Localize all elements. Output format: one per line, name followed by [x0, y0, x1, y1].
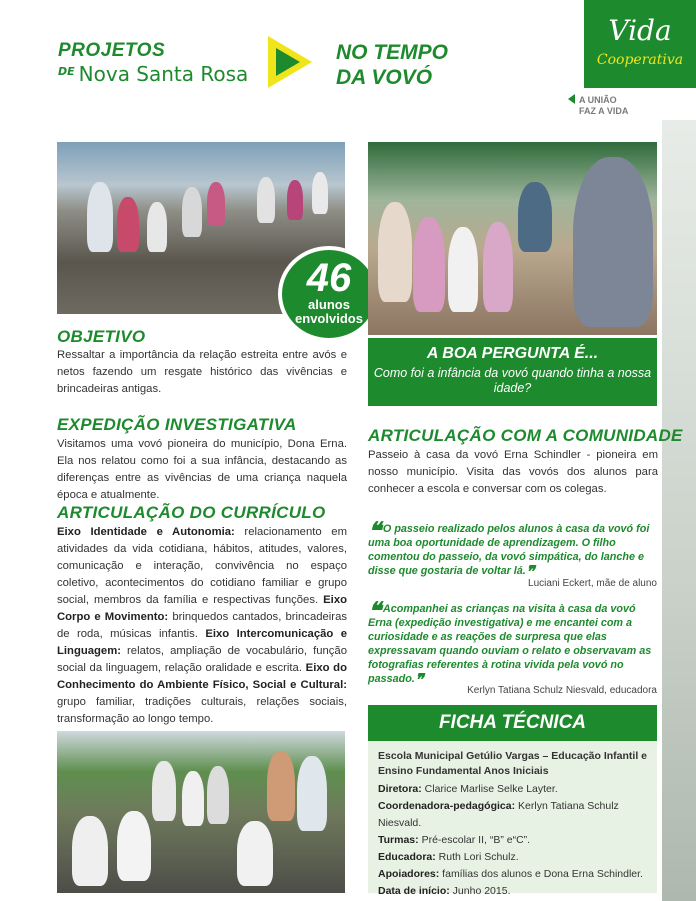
ficha-row: [378, 832, 647, 849]
eixo-label: Eixo do Conhecimento do Ambiente Físico, Social e Cultural:: [57, 662, 347, 691]
ficha-tecnica-heading: FICHA TÉCNICA: [368, 705, 657, 741]
ficha-school: Escola Municipal Getúlio Vargas – Educação Infantil e Ensino Fundamental Anos Iniciais: [378, 750, 647, 777]
eixo-text: relatos, ampliação de vocabulário, função social da linguagem, relação oralidade e escrita.: [57, 645, 347, 674]
boa-pergunta-box: [368, 338, 657, 406]
ficha-row: [378, 866, 647, 883]
open-quote-icon: ❝: [368, 516, 381, 545]
comunidade-heading: ARTICULAÇÃO COM A COMUNIDADE: [368, 426, 683, 445]
expedicao-text: Visitamos uma vovó pioneira do município, Dona Erna. Ela nos relatou como foi a sua infância, destacando as diferenças entre as vivências de uma criança naquela época e atualmente.: [57, 438, 347, 501]
vida-cooperativa-logo: [584, 0, 696, 88]
photo-group-children: [57, 731, 345, 893]
slogan-triangle-icon: [568, 94, 575, 104]
quote-2-author: Kerlyn Tatiana Schulz Niesvald, educadora: [467, 685, 657, 696]
ficha-row-value: Pré-escolar II, “B” e“C”.: [418, 834, 531, 846]
objetivo-heading: OBJETIVO: [57, 327, 146, 346]
ficha-row: [378, 883, 647, 900]
comunidade-text: Passeio à casa da vovó Erna Schindler - pioneira em nosso município. Visita das vovós dos alunos para conhecer a escola e conversar com os colegas.: [368, 449, 658, 495]
quote-2: [368, 596, 658, 689]
ficha-row-label: Turmas:: [378, 834, 419, 846]
quote-1-text: O passeio realizado pelos alunos à casa da vovó foi uma boa oportunidade de aprendizagem. O filho comentou do passeio, da vovó simpática, do lanche e disse que gostaria de voltar lá.: [368, 523, 650, 577]
eixo-label: Eixo Intercomunicação e Linguagem:: [57, 628, 347, 657]
play-arrow-icon: [266, 34, 314, 90]
ficha-row: [378, 849, 647, 866]
projects-de: DE: [58, 65, 75, 78]
expedicao-heading: EXPEDIÇÃO INVESTIGATIVA: [57, 415, 297, 434]
ficha-row-label: Educadora:: [378, 851, 436, 863]
close-quote-icon: ❞: [414, 670, 424, 689]
eixo-text: grupo familiar, tradições culturais, relações sociais, transformação ao longo tempo.: [57, 696, 347, 725]
ficha-row: [378, 781, 647, 798]
boa-pergunta-title: A BOA PERGUNTA É...: [426, 345, 599, 362]
eixo-text: relacionamento em atividades da vida cotidiana, hábitos, atitudes, valores, comunicação e interação, convivência no espaço coletivo, acontecimentos do cotidiano familiar e grupo social, membros da família e respectivas funções.: [57, 526, 347, 606]
theme-title: [336, 40, 536, 90]
theme-title-line1: NO TEMPO: [336, 41, 449, 64]
students-count-badge: [278, 246, 380, 342]
ficha-row: [378, 798, 647, 832]
photo-children-with-grandmother: [368, 142, 657, 335]
slogan-line1: A UNIÃO: [579, 95, 617, 105]
ficha-tecnica-body: [368, 741, 657, 897]
logo-cooperativa: Cooperativa: [596, 52, 684, 68]
close-quote-icon: ❞: [525, 562, 535, 581]
quote-2-text: Acompanhei as crianças na visita à casa da vovó Erna (expedição investigativa) e me encantei com a curiosidade e as reações de surpresa que elas expressavam quando ouviam o relato e observavam as fotografias referentes à rotina vivida pela vovó no passado.: [368, 603, 652, 685]
eixo-label: Eixo Corpo e Movimento:: [57, 594, 347, 623]
ficha-row-label: Diretora:: [378, 783, 422, 795]
logo-vida: Vida: [608, 14, 672, 47]
students-count: 46: [306, 256, 352, 300]
ficha-row-label: Apoiadores:: [378, 868, 440, 880]
ficha-row-value: Ruth Lori Schulz.: [435, 851, 519, 863]
ficha-row-value: Junho 2015.: [449, 885, 511, 897]
quote-1-author: Luciani Eckert, mãe de aluno: [528, 578, 657, 589]
ficha-row-value: famílias dos alunos e Dona Erna Schindler.: [439, 868, 643, 880]
students-label-line2: envolvidos: [295, 311, 363, 326]
projects-city-name: Nova Santa Rosa: [78, 62, 249, 86]
curriculo-text: [57, 524, 347, 728]
ficha-row-value: Kerlyn Tatiana Schulz Niesvald.: [378, 800, 619, 829]
ficha-row-label: Data de início:: [378, 885, 450, 897]
side-decorative-strip: [662, 120, 696, 901]
slogan-line2: FAZ A VIDA: [579, 106, 629, 116]
students-label-line1: alunos: [308, 297, 350, 312]
ficha-row-label: Coordenadora-pedagógica:: [378, 800, 516, 812]
eixo-label: Eixo Identidade e Autonomia:: [57, 526, 235, 538]
curriculo-heading: ARTICULAÇÃO DO CURRÍCULO: [57, 503, 326, 522]
projects-heading: PROJETOS: [58, 40, 166, 61]
eixo-text: brinquedos cantados, brincadeiras de roda, músicas infantis.: [57, 611, 348, 640]
boa-pergunta-question: Como foi a infância da vovó quando tinha a nossa idade?: [373, 366, 652, 395]
theme-title-line2: DA VOVÓ: [336, 66, 433, 89]
ficha-row-value: Clarice Marlise Selke Layter.: [421, 783, 558, 795]
open-quote-icon: ❝: [368, 596, 381, 625]
slogan: [568, 94, 628, 117]
projects-city: [58, 62, 248, 86]
quote-1: [368, 516, 658, 581]
objetivo-text: Ressaltar a importância da relação estreita entre avós e netos fazendo um resgate histórico das vivências e brincadeiras antigas.: [57, 349, 347, 395]
